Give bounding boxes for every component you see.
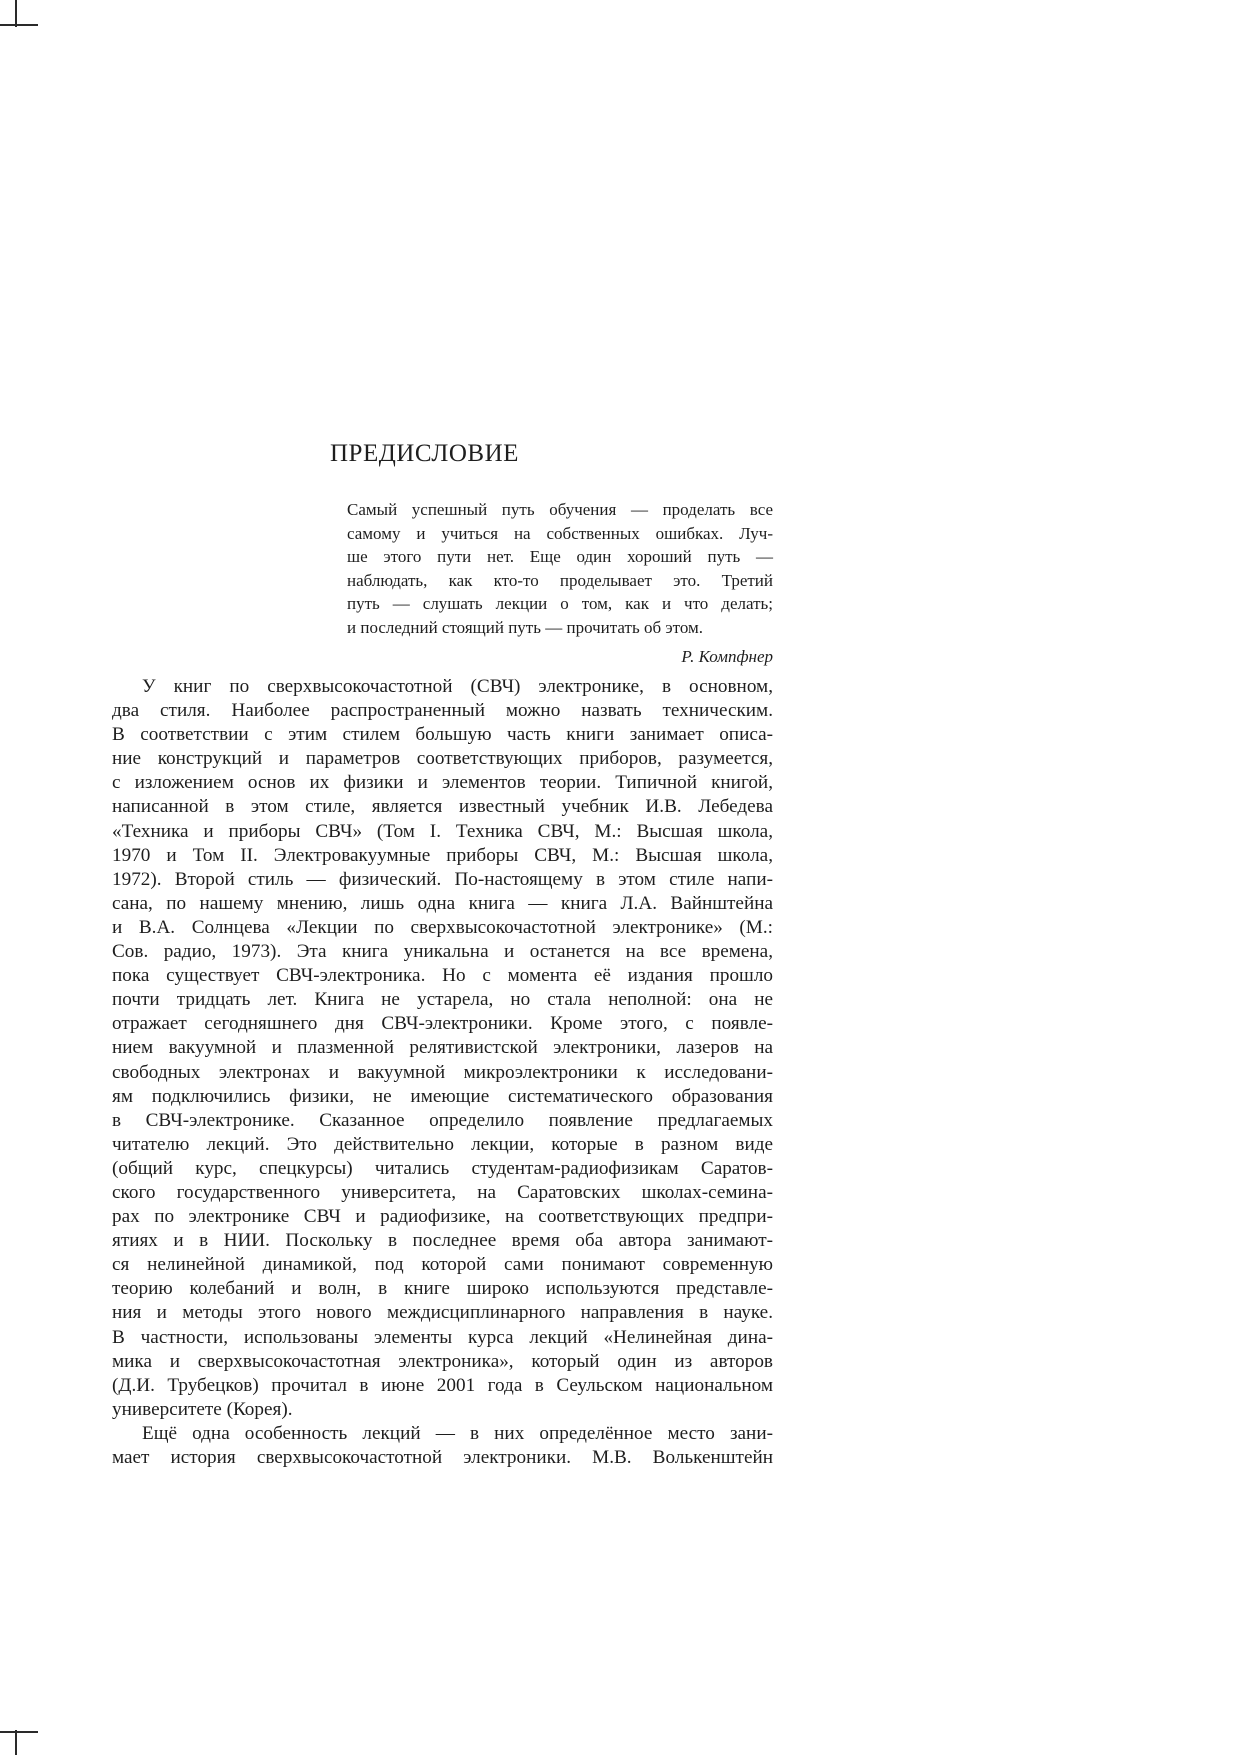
- text-line: ся нелинейной динамикой, под которой сами понимают современную: [112, 1254, 773, 1276]
- text-line: свободных электронах и вакуумной микроэлектроники к исследовани-: [112, 1061, 773, 1083]
- epigraph-line: самому и учиться на собственных ошибках. Луч-: [347, 523, 773, 543]
- text-line: университете (Корея).: [112, 1398, 293, 1420]
- text-line: Ещё одна особенность лекций — в них определённое место зани-: [142, 1422, 773, 1444]
- text-line: ние конструкций и параметров соответствующих приборов, разумеется,: [112, 748, 773, 770]
- text-line: У книг по сверхвысокочастотной (СВЧ) электронике, в основном,: [142, 676, 773, 697]
- text-line: с изложением основ их физики и элементов теории. Типичной книгой,: [112, 772, 773, 794]
- text-line: два стиля. Наиболее распространенный можно назвать техническим.: [112, 700, 773, 722]
- text-line: отражает сегодняшнего дня СВЧ-электроники. Кроме этого, с появле-: [112, 1013, 773, 1035]
- text-line: (Д.И. Трубецков) прочитал в июне 2001 года в Сеульском национальном: [112, 1374, 773, 1396]
- page-title: ПРЕДИСЛОВИЕ: [330, 440, 519, 467]
- text-line: и В.А. Солнцева «Лекции по сверхвысокочастотной электронике» (М.:: [112, 916, 773, 938]
- epigraph-author: Р. Компфнер: [681, 647, 773, 666]
- text-line: (общий курс, спецкурсы) читались студентам-радиофизикам Саратов-: [112, 1157, 773, 1179]
- text-line: ятиях и в НИИ. Поскольку в последнее время оба автора занимают-: [112, 1230, 773, 1252]
- epigraph-line: наблюдать, как кто-то проделывает это. Третий: [347, 570, 773, 590]
- paragraph-1: [112, 675, 773, 1422]
- text-line: ям подключились физики, не имеющие систематического образования: [112, 1085, 773, 1107]
- text-line: в СВЧ-электронике. Сказанное определило появление предлагаемых: [112, 1109, 773, 1131]
- text-line: ния и методы этого нового междисциплинарного направления в науке.: [112, 1302, 773, 1324]
- paragraph-2: [112, 1422, 773, 1470]
- text-line: пока существует СВЧ-электроника. Но с момента её издания прошло: [112, 965, 773, 987]
- text-line: ского государственного университета, на Саратовских школах-семина-: [112, 1181, 773, 1203]
- text-line: мика и сверхвысокочастотная электроника», который один из авторов: [112, 1350, 773, 1372]
- epigraph-line: путь — слушать лекции о том, как и что делать;: [347, 594, 773, 613]
- crop-mark-bottom-vertical: [15, 1730, 17, 1755]
- text-line: В частности, использованы элементы курса лекций «Нелинейная дина-: [112, 1326, 773, 1348]
- crop-mark-top-vertical: [15, 0, 17, 27]
- epigraph: [347, 498, 773, 669]
- text-line: 1972). Второй стиль — физический. По-настоящему в этом стиле напи-: [112, 868, 773, 890]
- text-line: почти тридцать лет. Книга не устарела, но стала неполной: она не: [112, 989, 773, 1011]
- text-line: нием вакуумной и плазменной релятивистской электроники, лазеров на: [112, 1037, 773, 1059]
- text-line: написанной в этом стиле, является известный учебник И.В. Лебедева: [112, 796, 773, 818]
- crop-mark-top-horizontal: [0, 24, 38, 26]
- text-line: теорию колебаний и волн, в книге широко используются представле-: [112, 1278, 773, 1300]
- text-line: 1970 и Том II. Электровакуумные приборы СВЧ, М.: Высшая школа,: [112, 844, 773, 866]
- epigraph-line: Самый успешный путь обучения — проделать все: [347, 500, 773, 519]
- epigraph-line: ше этого пути нет. Еще один хороший путь —: [347, 547, 773, 566]
- text-line: В соответствии с этим стилем большую часть книги занимает описа-: [112, 724, 773, 746]
- text-line: читателю лекций. Это действительно лекции, которые в разном виде: [112, 1133, 773, 1155]
- text-line: мает история сверхвысокочастотной электроники. М.В. Волькенштейн: [112, 1447, 773, 1468]
- text-line: сана, по нашему мнению, лишь одна книга — книга Л.А. Вайнштейна: [112, 892, 773, 914]
- text-line: «Техника и приборы СВЧ» (Том I. Техника СВЧ, М.: Высшая школа,: [112, 820, 773, 842]
- epigraph-line: и последний стоящий путь — прочитать об этом.: [347, 617, 704, 637]
- crop-mark-bottom-horizontal: [0, 1731, 38, 1733]
- text-line: рах по электронике СВЧ и радиофизике, на соответствующих предпри-: [112, 1206, 773, 1228]
- body-text: [112, 675, 773, 1470]
- text-line: Сов. радио, 1973). Эта книга уникальна и останется на все времена,: [112, 941, 773, 963]
